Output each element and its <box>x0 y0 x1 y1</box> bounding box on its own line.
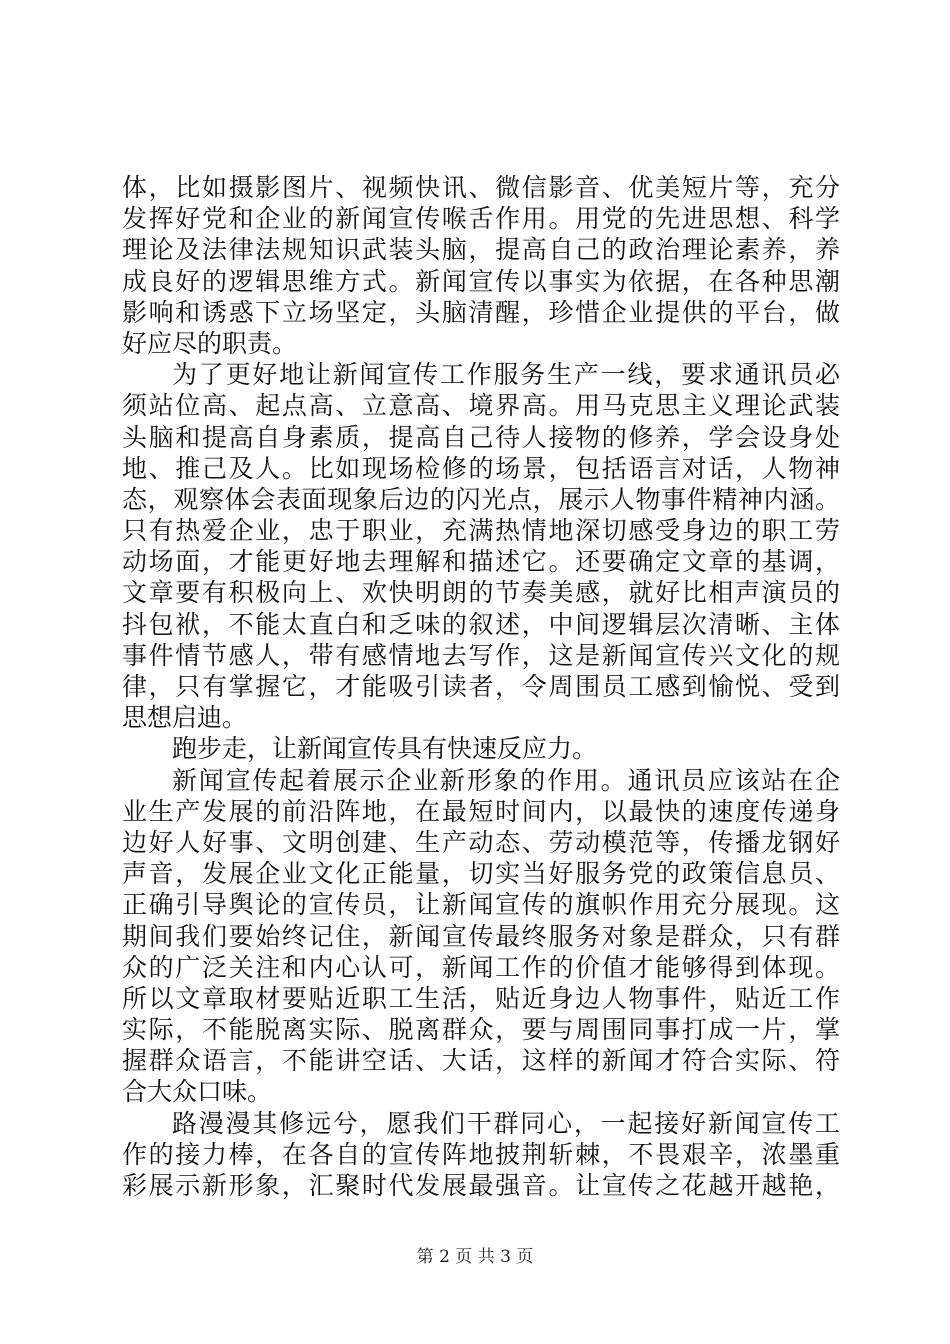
text-line: 体，比如摄影图片、视频快讯、微信影音、优美短片等，充分 <box>122 173 840 202</box>
text-line: 彩展示新形象，汇聚时代发展最强音。让宣传之花越开越艳， <box>122 1171 840 1200</box>
text-line: 所以文章取材要贴近职工生活，贴近身边人物事件，贴近工作 <box>122 983 840 1013</box>
text-line: 期间我们要始终记住，新闻宣传最终服务对象是群众，只有群 <box>122 921 840 951</box>
text-line: 业生产发展的前沿阵地，在最短时间内，以最快的速度传递身 <box>122 796 840 826</box>
text-line: 思想启迪。 <box>122 703 248 733</box>
text-line: 路漫漫其修远兮，愿我们干群同心，一起接好新闻宣传工 <box>172 1108 840 1138</box>
text-line: 发挥好党和企业的新闻宣传喉舌作用。用党的先进思想、科学 <box>122 204 840 234</box>
text-line: 新闻宣传起着展示企业新形象的作用。通讯员应该站在企 <box>172 765 840 795</box>
body-text <box>122 172 840 1201</box>
text-line: 动场面，才能更好地去理解和描述它。还要确定文章的基调， <box>122 547 840 577</box>
text-line: 头脑和提高自身素质，提高自己待人接物的修养，学会设身处 <box>122 422 840 452</box>
text-line: 众的广泛关注和内心认可，新闻工作的价值才能够得到体现。 <box>122 952 840 982</box>
text-line: 正确引导舆论的宣传员，让新闻宣传的旗帜作用充分展现。这 <box>122 890 840 920</box>
text-line: 握群众语言，不能讲空话、大话，这样的新闻才符合实际、符 <box>122 1046 840 1076</box>
text-line: 跑步走，让新闻宣传具有快速反应力。 <box>172 734 598 764</box>
text-line: 为了更好地让新闻宣传工作服务生产一线，要求通讯员必 <box>172 360 840 390</box>
text-line: 抖包袱，不能太直白和乏味的叙述，中间逻辑层次清晰、主体 <box>122 609 840 639</box>
text-line: 好应尽的职责。 <box>122 328 298 358</box>
text-line: 边好人好事、文明创建、生产动态、劳动模范等，传播龙钢好 <box>122 827 840 857</box>
text-line: 文章要有积极向上、欢快明朗的节奏美感，就好比相声演员的 <box>122 578 840 608</box>
text-line: 成良好的逻辑思维方式。新闻宣传以事实为依据，在各种思潮 <box>122 266 840 296</box>
text-line: 作的接力棒，在各自的宣传阵地披荆斩棘，不畏艰辛，浓墨重 <box>122 1139 840 1169</box>
text-line: 影响和诱惑下立场坚定，头脑清醒，珍惜企业提供的平台，做 <box>122 297 840 327</box>
page-footer: 第 2 页 共 3 页 <box>416 1247 534 1267</box>
text-line: 须站位高、起点高、立意高、境界高。用马克思主义理论武装 <box>122 391 840 421</box>
text-line: 地、推己及人。比如现场检修的场景，包括语言对话，人物神 <box>122 453 840 483</box>
text-line: 合大众口味。 <box>122 1077 273 1107</box>
text-line: 律，只有掌握它，才能吸引读者，令周围员工感到愉悦、受到 <box>122 672 840 701</box>
text-line: 声音，发展企业文化正能量，切实当好服务党的政策信息员、 <box>122 859 840 889</box>
text-line: 态，观察体会表面现象后边的闪光点，展示人物事件精神内涵。 <box>122 484 840 514</box>
text-line: 理论及法律法规知识武装头脑，提高自己的政治理论素养，养 <box>122 235 840 265</box>
text-line: 只有热爱企业，忠于职业，充满热情地深切感受身边的职工劳 <box>122 516 840 546</box>
text-line: 事件情节感人，带有感情地去写作，这是新闻宣传兴文化的规 <box>122 640 840 670</box>
text-line: 实际，不能脱离实际、脱离群众，要与周围同事打成一片，掌 <box>122 1015 840 1045</box>
